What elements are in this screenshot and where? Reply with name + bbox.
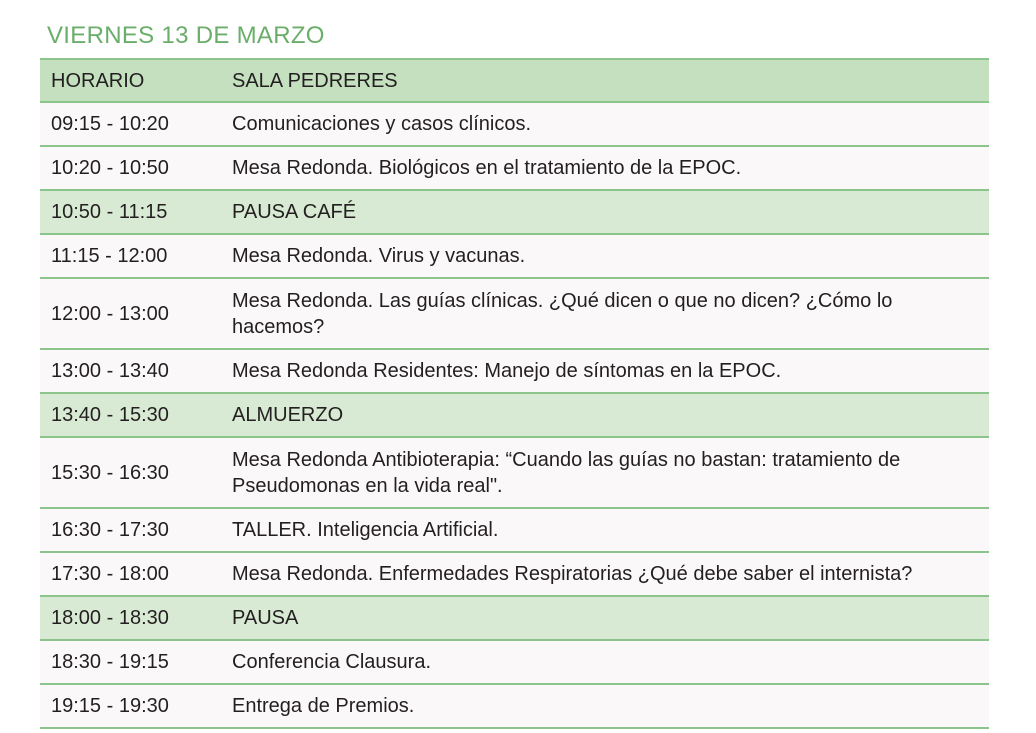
table-row	[40, 350, 989, 394]
row-time: 18:30 - 19:15	[51, 651, 169, 673]
table-header-row	[40, 58, 989, 103]
table-row	[40, 553, 989, 597]
row-time: 10:50 - 11:15	[51, 201, 168, 223]
table-row	[40, 103, 989, 147]
row-time: 16:30 - 17:30	[51, 519, 169, 541]
day-title: VIERNES 13 DE MARZO	[47, 22, 325, 49]
row-description: Mesa Redonda Residentes: Manejo de síntomas en la EPOC.	[232, 360, 782, 382]
row-description: Entrega de Premios.	[232, 695, 415, 717]
row-time: 13:00 - 13:40	[51, 360, 169, 382]
row-time: 13:40 - 15:30	[51, 404, 169, 426]
table-row	[40, 641, 989, 685]
row-time: 19:15 - 19:30	[51, 695, 169, 717]
row-description: Mesa Redonda Antibioterapia: “Cuando las guías no bastan: tratamiento de Pseudomonas en la vida real".	[232, 448, 901, 497]
table-row	[40, 279, 989, 350]
table-row	[40, 438, 989, 509]
row-description: Mesa Redonda. Virus y vacunas.	[232, 245, 526, 267]
table-row	[40, 235, 989, 279]
row-description: TALLER. Inteligencia Artificial.	[232, 519, 499, 541]
table-row	[40, 509, 989, 553]
row-description: PAUSA CAFÉ	[232, 201, 357, 223]
row-description: Mesa Redonda. Biológicos en el tratamiento de la EPOC.	[232, 157, 742, 179]
row-time: 11:15 - 12:00	[51, 245, 168, 267]
table-row-break	[40, 597, 989, 641]
row-time: 18:00 - 18:30	[51, 607, 169, 629]
row-time: 10:20 - 10:50	[51, 157, 169, 179]
table-row-break	[40, 191, 989, 235]
row-time: 12:00 - 13:00	[51, 302, 169, 325]
row-description: Comunicaciones y casos clínicos.	[232, 113, 532, 135]
table-row	[40, 685, 989, 729]
table-row-break	[40, 394, 989, 438]
header-room-label: SALA PEDRERES	[232, 69, 398, 92]
row-time: 17:30 - 18:00	[51, 563, 169, 585]
row-description: Conferencia Clausura.	[232, 651, 431, 673]
table-row	[40, 147, 989, 191]
row-description: Mesa Redonda. Enfermedades Respiratorias ¿Qué debe saber el internista?	[232, 563, 913, 585]
row-description: PAUSA	[232, 607, 299, 629]
row-description: ALMUERZO	[232, 404, 344, 426]
row-time: 15:30 - 16:30	[51, 461, 169, 484]
row-description: Mesa Redonda. Las guías clínicas. ¿Qué dicen o que no dicen? ¿Cómo lo hacemos?	[232, 289, 893, 338]
row-time: 09:15 - 10:20	[51, 113, 169, 135]
schedule-table	[40, 58, 989, 729]
header-time-label: HORARIO	[51, 69, 145, 92]
